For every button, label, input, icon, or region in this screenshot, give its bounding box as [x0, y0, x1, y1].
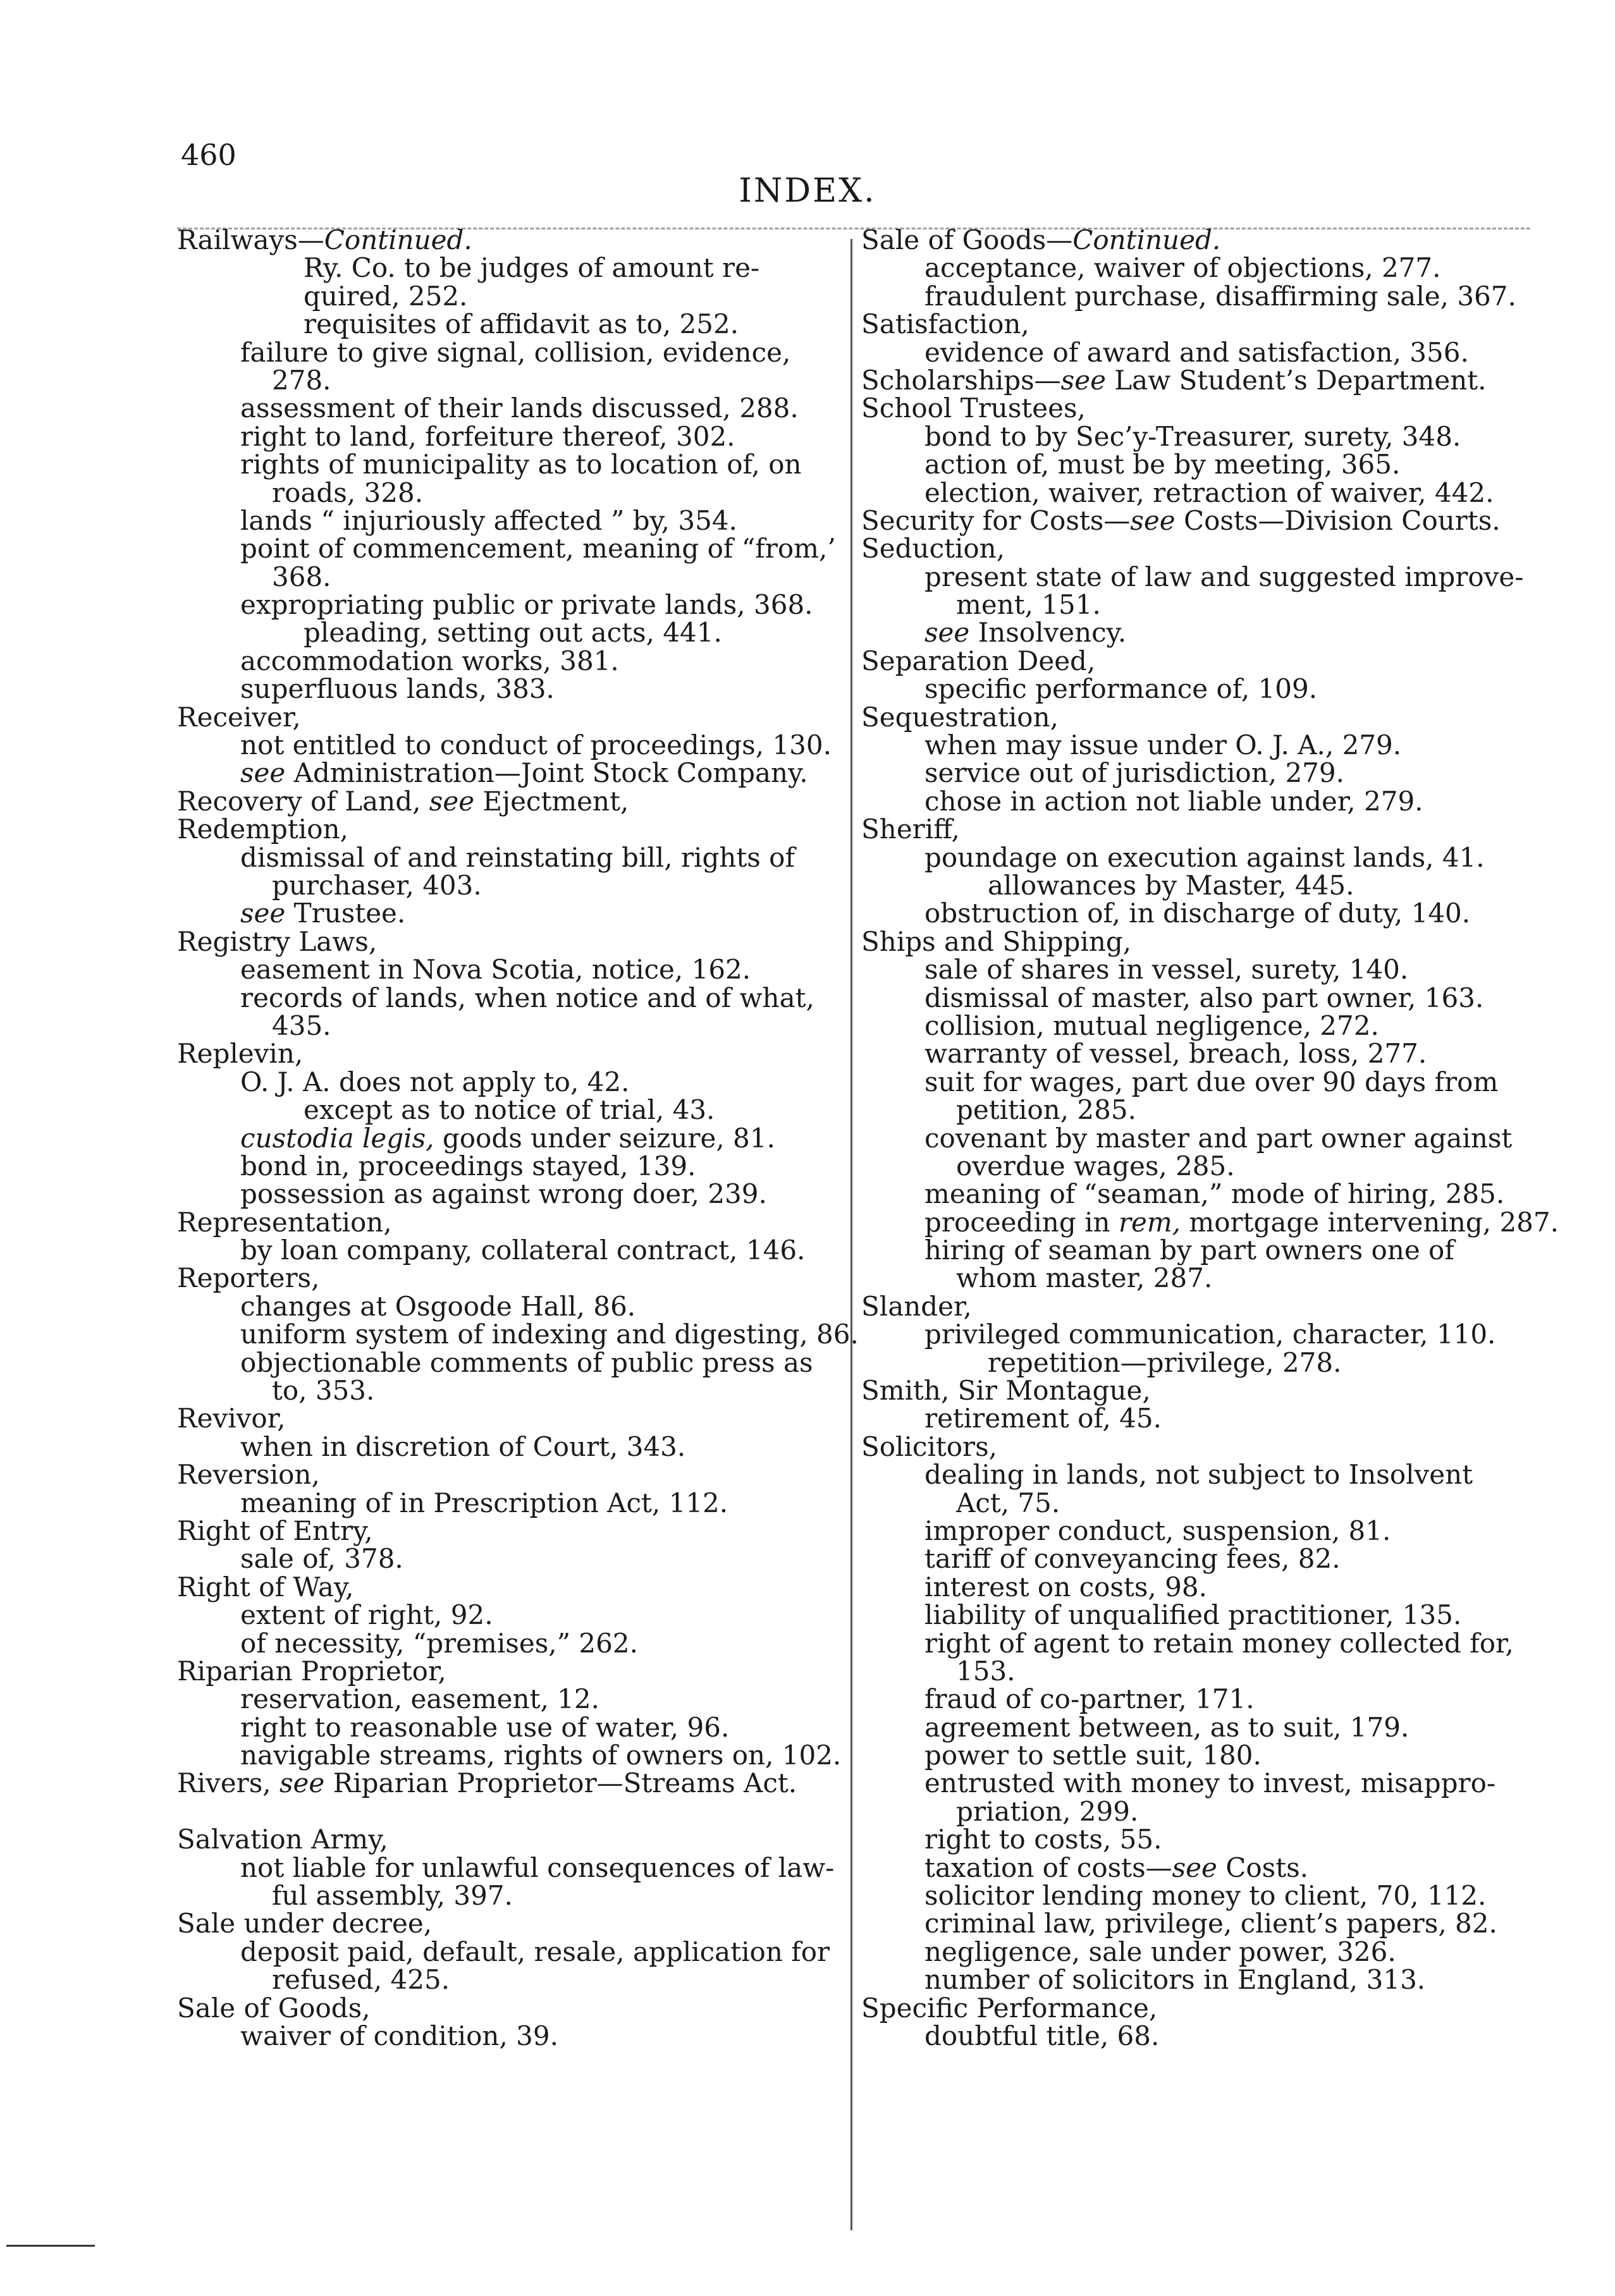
entry-text: not liable for unlawful consequences of law-	[240, 1852, 835, 1883]
index-heading	[177, 1405, 841, 1432]
entry-text: hiring of seaman by part owners one of	[924, 1235, 1454, 1266]
entry-text: uniform system of indexing and digesting, 86.	[240, 1319, 859, 1350]
index-continuation	[177, 563, 841, 591]
entry-text: Act, 75.	[956, 1487, 1060, 1518]
index-subentry	[861, 675, 1532, 703]
index-subentry	[177, 420, 841, 452]
index-subentry	[861, 1517, 1532, 1545]
entry-text: refused, 425.	[272, 1964, 450, 1996]
entry-text: Solicitors,	[861, 1431, 998, 1462]
entry-text: service out of jurisdiction, 279.	[924, 757, 1344, 789]
index-heading	[177, 701, 841, 733]
entry-text: failure to give signal, collision, evidence,	[240, 336, 791, 368]
entry-text: sale of shares in vessel, surety, 140.	[924, 954, 1409, 986]
entry-text: of necessity, “premises,” 262.	[240, 1627, 638, 1659]
index-continuation	[177, 869, 841, 901]
column-divider	[850, 239, 852, 2230]
index-subentry	[861, 479, 1532, 507]
entry-text: Trustee.	[285, 898, 406, 929]
index-heading	[861, 1377, 1532, 1405]
entry-text: when may issue under O. J. A., 279.	[924, 730, 1402, 761]
index-subentry	[177, 1685, 841, 1713]
index-subentry	[861, 984, 1532, 1012]
entry-text: Administration—Joint Stock Company.	[285, 757, 808, 789]
entry-text: School Trustees,	[861, 393, 1086, 424]
entry-text: meaning of in Prescription Act, 112.	[240, 1487, 728, 1518]
entry-text: Right of Entry,	[177, 1515, 373, 1546]
entry-text: ment, 151.	[956, 589, 1101, 621]
entry-text: Reporters,	[177, 1262, 320, 1294]
index-continuation	[861, 1264, 1532, 1292]
index-heading	[177, 1517, 841, 1545]
index-subentry	[861, 1321, 1532, 1348]
index-subentry	[861, 785, 1532, 817]
index-heading	[177, 1769, 841, 1797]
entry-text: acceptance, waiver of objections, 277.	[924, 252, 1441, 284]
entry-text: records of lands, when notice and of what,	[240, 982, 814, 1013]
index-subentry	[177, 1237, 841, 1264]
index-subentry	[177, 310, 841, 338]
index-continuation	[861, 1795, 1532, 1827]
entry-text: improper conduct, suspension, 81.	[924, 1515, 1391, 1546]
entry-text: bond in, proceedings stayed, 139.	[240, 1150, 696, 1182]
index-subentry	[177, 1068, 841, 1096]
entry-text: Riparian Proprietor,	[177, 1655, 446, 1687]
index-subentry	[861, 1012, 1532, 1040]
index-subentry	[177, 1545, 841, 1573]
index-subentry	[177, 1180, 841, 1208]
index-subentry	[861, 1068, 1532, 1096]
entry-text: 153.	[956, 1655, 1016, 1687]
entry-text: Reversion,	[177, 1459, 320, 1491]
index-heading	[177, 925, 841, 957]
index-subentry	[861, 731, 1532, 759]
entry-text: privileged communication, character, 110.	[924, 1319, 1496, 1350]
index-subentry	[861, 759, 1532, 787]
entry-text: Sale of Goods,	[177, 1992, 371, 2024]
index-subentry	[177, 841, 841, 873]
index-subentry	[177, 984, 841, 1012]
index-subentry	[177, 900, 841, 927]
entry-text: Rivers,	[177, 1768, 279, 1799]
entry-text: Scholarships—	[861, 364, 1061, 396]
index-subentry	[861, 1040, 1532, 1068]
entry-italic: Continued.	[324, 224, 472, 255]
entry-text: Sale under decree,	[177, 1908, 433, 1939]
index-heading	[861, 701, 1532, 733]
index-heading	[177, 785, 841, 817]
index-subentry	[861, 869, 1532, 901]
entry-text: Salvation Army,	[177, 1824, 388, 1855]
index-subentry	[177, 591, 841, 619]
entry-italic: Continued.	[1072, 224, 1221, 255]
index-subentry	[177, 394, 841, 422]
index-subentry	[177, 1433, 841, 1461]
entry-text: number of solicitors in England, 313.	[924, 1964, 1426, 1996]
index-subentry	[177, 504, 841, 536]
index-subentry	[861, 1882, 1532, 1910]
entry-text: poundage on execution against lands, 41.	[924, 841, 1485, 873]
index-subentry	[861, 1742, 1532, 1769]
entry-text: repetition—privilege, 278.	[988, 1346, 1342, 1378]
entry-text: ful assembly, 397.	[272, 1880, 513, 1912]
entry-text: goods under seizure, 81.	[434, 1122, 775, 1154]
index-subentry	[861, 280, 1532, 312]
entry-italic: see	[240, 898, 286, 929]
entry-text: Seduction,	[861, 533, 1005, 565]
entry-text: sale of, 378.	[240, 1543, 403, 1575]
entry-text: Smith, Sir Montague,	[861, 1375, 1151, 1407]
entry-text: requisites of affidavit as to, 252.	[304, 308, 739, 340]
index-subentry	[861, 1237, 1532, 1264]
index-subentry	[861, 1854, 1532, 1882]
entry-text: overdue wages, 285.	[956, 1150, 1235, 1182]
index-subentry	[861, 451, 1532, 479]
entry-text: fraud of co-partner, 171.	[924, 1683, 1255, 1715]
entry-text: evidence of award and satisfaction, 356.	[924, 336, 1469, 368]
index-subentry	[861, 1826, 1532, 1853]
entry-italic: see	[429, 785, 475, 817]
index-continuation	[861, 1152, 1532, 1180]
entry-text: right to costs, 55.	[924, 1824, 1162, 1855]
index-subentry	[177, 619, 841, 647]
entry-text: Sequestration,	[861, 701, 1059, 733]
index-heading	[861, 1433, 1532, 1461]
index-subentry	[861, 900, 1532, 927]
index-subentry	[861, 1346, 1532, 1378]
entry-text: proceeding in	[924, 1206, 1119, 1238]
index-subentry	[177, 1742, 841, 1769]
index-subentry	[861, 1180, 1532, 1208]
entry-text: dealing in lands, not subject to Insolvent	[924, 1459, 1473, 1491]
entry-text: expropriating public or private lands, 368.	[240, 589, 813, 621]
entry-text: deposit paid, default, resale, application for	[240, 1936, 830, 1967]
entry-text: bond to by Sec’y-Treasurer, surety, 348.	[924, 420, 1461, 452]
entry-text: Sheriff,	[861, 814, 960, 845]
entry-italic: see	[1060, 364, 1106, 396]
entry-text: collision, mutual negligence, 272.	[924, 1010, 1379, 1041]
index-subentry	[177, 1711, 841, 1743]
index-subentry	[861, 1711, 1532, 1743]
entry-text: Slander,	[861, 1290, 972, 1322]
index-heading	[177, 1826, 841, 1853]
entry-text: Ships and Shipping,	[861, 925, 1132, 957]
entry-text: dismissal of master, also part owner, 163.	[924, 982, 1484, 1013]
index-subentry	[177, 254, 841, 282]
index-subentry	[861, 619, 1532, 647]
index-subentry	[861, 1573, 1532, 1601]
index-subentry	[177, 535, 841, 563]
left-column	[177, 224, 859, 2051]
index-subentry	[177, 1319, 859, 1350]
index-subentry	[861, 563, 1532, 591]
entry-text: whom master, 287.	[956, 1262, 1213, 1294]
entry-text: Railways—	[177, 224, 324, 255]
index-heading	[861, 647, 1532, 675]
index-subentry	[177, 1290, 841, 1322]
entry-text: Receiver,	[177, 701, 301, 733]
index-heading	[177, 1040, 841, 1068]
entry-text: election, waiver, retraction of waiver, 442.	[924, 477, 1494, 508]
entry-text: Ry. Co. to be judges of amount re-	[304, 252, 760, 284]
entry-text: 278.	[272, 364, 331, 396]
index-subentry	[861, 1601, 1532, 1629]
corner-mark	[6, 2245, 95, 2247]
index-subentry	[861, 1966, 1532, 1994]
index-subentry	[177, 675, 841, 703]
index-subentry	[177, 2022, 841, 2050]
entry-text: petition, 285.	[956, 1094, 1136, 1126]
index-continuation	[177, 364, 841, 396]
index-heading	[177, 1573, 841, 1601]
entry-text: changes at Osgoode Hall, 86.	[240, 1290, 636, 1322]
index-continuation	[861, 591, 1532, 619]
entry-text: waiver of condition, 39.	[240, 2020, 558, 2051]
entry-text-tail: Riparian Proprietor—Streams Act.	[324, 1768, 797, 1799]
entry-text: tariff of conveyancing fees, 82.	[924, 1543, 1341, 1575]
entry-text: specific performance of, 109.	[924, 673, 1318, 705]
index-subentry	[177, 1938, 841, 1966]
entry-text-tail: Costs—Division Courts.	[1175, 504, 1501, 536]
entry-text: by loan company, collateral contract, 146.	[240, 1235, 806, 1266]
index-subentry	[861, 1627, 1532, 1659]
entry-text: priation, 299.	[956, 1795, 1139, 1827]
entry-text: roads, 328.	[272, 477, 424, 508]
entry-text: superfluous lands, 383.	[240, 673, 555, 705]
index-subentry	[861, 1938, 1532, 1966]
entry-text: to, 353.	[272, 1375, 375, 1407]
entry-text: Separation Deed,	[861, 645, 1096, 676]
index-continuation	[861, 1489, 1532, 1517]
entry-text: Replevin,	[177, 1038, 304, 1070]
index-heading	[861, 226, 1532, 254]
index-subentry	[177, 1346, 841, 1378]
index-heading	[861, 925, 1532, 957]
entry-text: point of commencement, meaning of “from,’	[240, 533, 836, 565]
entry-text: Security for Costs—	[861, 504, 1131, 536]
index-heading	[177, 1655, 841, 1687]
entry-text: meaning of “seaman,” mode of hiring, 285.	[924, 1178, 1505, 1210]
entry-text: Revivor,	[177, 1403, 286, 1434]
entry-text: accommodation works, 381.	[240, 645, 619, 676]
index-heading	[861, 1994, 1532, 2022]
entry-text: agreement between, as to suit, 179.	[924, 1711, 1409, 1743]
index-subentry	[861, 1122, 1532, 1154]
entry-text-tail: Costs.	[1217, 1852, 1308, 1883]
entry-text: lands “ injuriously affected ” by, 354.	[240, 504, 737, 536]
entry-text-tail: Law Student’s Department.	[1105, 364, 1487, 396]
entry-text: Insolvency.	[969, 617, 1127, 649]
entry-text: doubtful title, 68.	[924, 2020, 1160, 2051]
entry-text: easement in Nova Scotia, notice, 162.	[240, 954, 751, 986]
entry-text: except as to notice of trial, 43.	[304, 1094, 715, 1126]
entry-text: rights of municipality as to location of, on	[240, 449, 802, 480]
index-heading	[177, 1206, 841, 1238]
index-continuation	[861, 1655, 1532, 1687]
index-heading	[177, 1994, 841, 2022]
entry-text-tail: Ejectment,	[474, 785, 629, 817]
entry-text: covenant by master and part owner against	[924, 1122, 1513, 1154]
index-subentry	[861, 841, 1532, 873]
index-continuation	[177, 1882, 841, 1910]
entry-text: liability of unqualified practitioner, 135.	[924, 1599, 1462, 1631]
index-subentry	[861, 1769, 1532, 1797]
index-subentry	[177, 1489, 841, 1517]
entry-text: taxation of costs—	[924, 1852, 1172, 1883]
entry-text: negligence, sale under power, 326.	[924, 1936, 1396, 1967]
entry-text: warranty of vessel, breach, loss, 277.	[924, 1038, 1427, 1070]
blank-line	[177, 1798, 841, 1826]
index-continuation	[177, 479, 841, 507]
entry-text: objectionable comments of public press as	[240, 1346, 813, 1378]
index-heading	[177, 815, 841, 843]
index-subentry	[177, 1854, 841, 1882]
index-subentry	[861, 1685, 1532, 1713]
index-subentry	[177, 1122, 841, 1154]
index-subentry	[861, 254, 1532, 282]
entry-text: right of agent to retain money collected for,	[924, 1627, 1514, 1659]
index-subentry	[861, 336, 1532, 368]
entry-text: obstruction of, in discharge of duty, 140.	[924, 898, 1471, 929]
entry-italic: see	[240, 757, 286, 789]
entry-text: Right of Way,	[177, 1571, 354, 1603]
entry-text: O. J. A. does not apply to, 42.	[240, 1066, 630, 1097]
entry-italic: see	[1172, 1852, 1217, 1883]
index-subentry	[177, 1152, 841, 1180]
entry-text: assessment of their lands discussed, 288.	[240, 393, 799, 424]
index-heading	[861, 815, 1532, 843]
index-subentry	[861, 420, 1532, 452]
index-subentry	[861, 1910, 1532, 1938]
entry-text: Recovery of Land,	[177, 785, 429, 817]
entry-text: purchaser, 403.	[272, 869, 482, 901]
entry-text: Satisfaction,	[861, 308, 1029, 340]
entry-italic: custodia legis,	[240, 1122, 434, 1154]
index-heading	[861, 310, 1532, 338]
entry-text: extent of right, 92.	[240, 1599, 493, 1631]
index-subentry	[861, 1206, 1559, 1238]
entry-text: solicitor lending money to client, 70, 112.	[924, 1880, 1487, 1912]
entry-text: Representation,	[177, 1206, 392, 1238]
index-heading	[861, 394, 1532, 422]
index-subentry	[177, 956, 841, 984]
entry-text: Sale of Goods—	[861, 224, 1073, 255]
entry-text: right to land, forfeiture thereof, 302.	[240, 420, 735, 452]
entry-text: suit for wages, part due over 90 days from	[924, 1066, 1499, 1097]
index-subentry	[177, 336, 841, 368]
entry-text: allowances by Master, 445.	[988, 869, 1354, 901]
entry-text: pleading, setting out acts, 441.	[304, 617, 722, 649]
entry-text: Registry Laws,	[177, 925, 378, 957]
entry-text: 368.	[272, 561, 331, 592]
entry-text: when in discretion of Court, 343.	[240, 1431, 686, 1462]
index-heading	[177, 1461, 841, 1489]
index-subentry	[177, 451, 841, 479]
index-subentry	[177, 731, 841, 759]
index-subentry	[177, 1601, 841, 1629]
page-number: 460	[181, 138, 236, 172]
entry-text: fraudulent purchase, disaffirming sale, 367.	[924, 280, 1516, 312]
index-continuation	[177, 280, 841, 312]
index-heading	[861, 364, 1532, 396]
index-heading	[861, 504, 1532, 536]
right-column	[861, 224, 1559, 2051]
index-continuation	[177, 1966, 841, 1994]
entry-italic: see	[1130, 504, 1176, 536]
entry-text: chose in action not liable under, 279.	[924, 785, 1423, 817]
index-subentry	[861, 2022, 1532, 2050]
entry-text: action of, must be by meeting, 365.	[924, 449, 1401, 480]
index-heading	[861, 535, 1532, 563]
index-subentry	[861, 1545, 1532, 1573]
entry-italic: see	[279, 1768, 325, 1799]
index-subentry	[177, 1627, 841, 1659]
index-heading	[861, 1290, 1532, 1322]
entry-text: criminal law, privilege, client’s papers, 82.	[924, 1908, 1497, 1939]
entry-text: quired, 252.	[304, 280, 468, 312]
entry-text: reservation, easement, 12.	[240, 1683, 599, 1715]
index-heading	[177, 226, 841, 254]
index-heading	[177, 1910, 841, 1938]
entry-text: Specific Performance,	[861, 1992, 1158, 2024]
index-heading	[177, 1264, 841, 1292]
entry-italic: see	[924, 617, 970, 649]
index-subentry	[861, 956, 1532, 984]
index-subentry	[861, 1461, 1532, 1489]
entry-text: retirement of, 45.	[924, 1403, 1162, 1434]
entry-text: interest on costs, 98.	[924, 1571, 1207, 1603]
entry-italic: rem,	[1118, 1206, 1181, 1238]
entry-text: right to reasonable use of water, 96.	[240, 1711, 730, 1743]
entry-text: dismissal of and reinstating bill, rights of	[240, 841, 795, 873]
index-subentry	[861, 1405, 1532, 1432]
index-continuation	[861, 1096, 1532, 1124]
entry-text: possession as against wrong doer, 239.	[240, 1178, 767, 1210]
entry-text: Redemption,	[177, 814, 348, 845]
entry-text: navigable streams, rights of owners on, 102.	[240, 1740, 842, 1771]
entry-text-tail: mortgage intervening, 287.	[1181, 1206, 1559, 1238]
index-subentry	[177, 647, 841, 675]
index-continuation	[177, 1377, 841, 1405]
entry-text: power to settle suit, 180.	[924, 1740, 1262, 1771]
entry-text: present state of law and suggested improve-	[924, 561, 1524, 592]
page-title: INDEX.	[739, 172, 876, 210]
index-continuation	[177, 1012, 841, 1040]
entry-text: 435.	[272, 1010, 331, 1041]
entry-text: not entitled to conduct of proceedings, 130.	[240, 730, 832, 761]
index-subentry	[177, 759, 841, 787]
index-subentry	[177, 1096, 841, 1124]
entry-text: entrusted with money to invest, misappro-	[924, 1768, 1496, 1799]
